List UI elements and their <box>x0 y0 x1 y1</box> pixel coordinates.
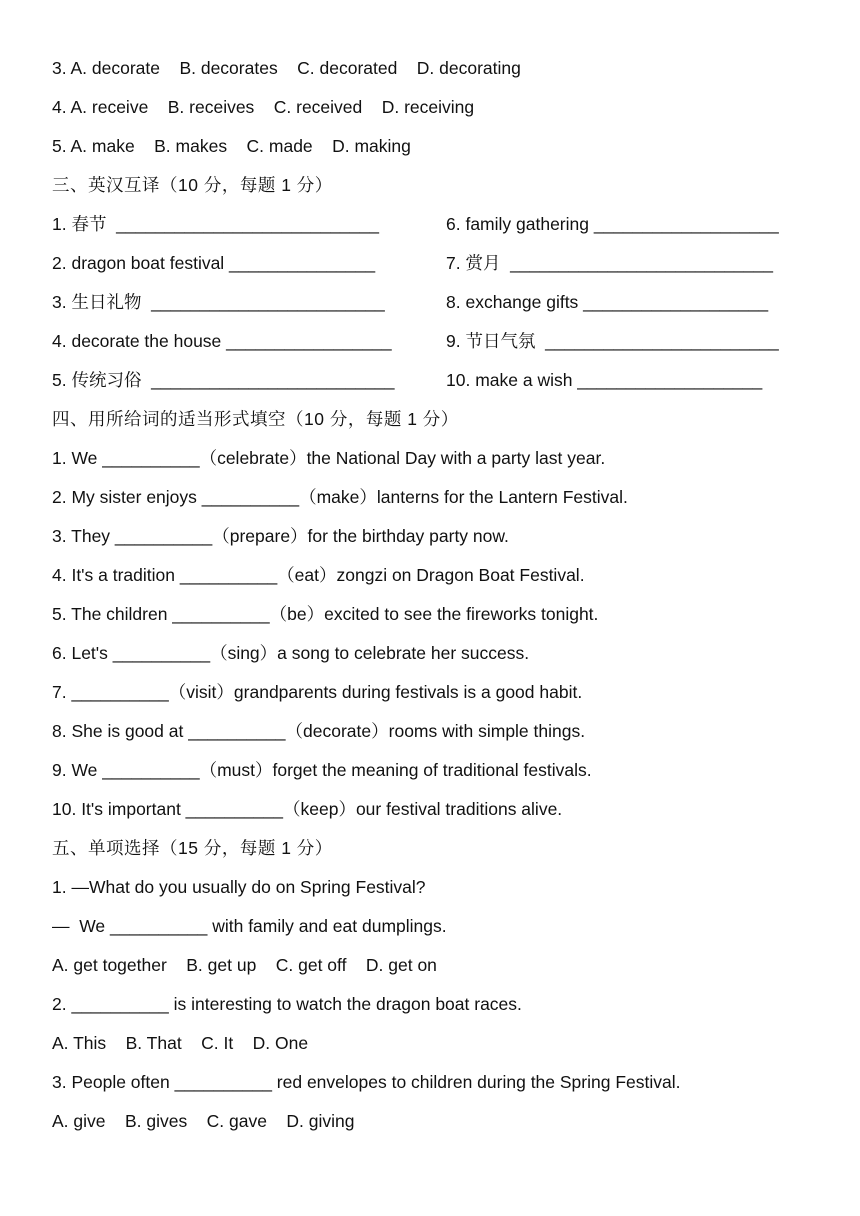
mc-q2-options: A. This B. That C. It D. One <box>52 1033 309 1053</box>
translation-item: 7. 赏月 ___________________________ <box>446 253 773 273</box>
q5-options: 5. A. make B. makes C. made D. making <box>52 136 411 156</box>
fill-blank-item: 10. It's important __________（keep）our festival traditions alive. <box>52 799 563 819</box>
fill-blank-item: 8. She is good at __________（decorate）rooms with simple things. <box>52 721 586 741</box>
q3-options: 3. A. decorate B. decorates C. decorated D. decorating <box>52 58 521 78</box>
translation-item: 10. make a wish ___________________ <box>446 370 763 390</box>
mc-q1-question: 1. —What do you usually do on Spring Festival? <box>52 877 426 897</box>
translation-item: 2. dragon boat festival _______________ <box>52 253 376 273</box>
fill-blank-item: 6. Let's __________（sing）a song to celebrate her success. <box>52 643 530 663</box>
section5-heading: 五、单项选择（15 分，每题 1 分） <box>52 838 333 858</box>
section3-heading: 三、英汉互译（10 分，每题 1 分） <box>52 175 333 195</box>
translation-item: 9. 节日气氛 ________________________ <box>446 331 779 351</box>
fill-blank-item: 1. We __________（celebrate）the National Day with a party last year. <box>52 448 606 468</box>
fill-blank-item: 7. __________（visit）grandparents during festivals is a good habit. <box>52 682 583 702</box>
translation-item: 6. family gathering ___________________ <box>446 214 779 234</box>
fill-blank-item: 5. The children __________（be）excited to see the fireworks tonight. <box>52 604 599 624</box>
fill-blank-item: 9. We __________（must）forget the meaning of traditional festivals. <box>52 760 592 780</box>
fill-blank-item: 2. My sister enjoys __________（make）lanterns for the Lantern Festival. <box>52 487 628 507</box>
translation-item: 1. 春节 ___________________________ <box>52 214 379 234</box>
section4-heading: 四、用所给词的适当形式填空（10 分，每题 1 分） <box>52 409 459 429</box>
mc-q1-answer: — We __________ with family and eat dumplings. <box>52 916 447 936</box>
fill-blank-item: 4. It's a tradition __________（eat）zongzi on Dragon Boat Festival. <box>52 565 585 585</box>
translation-item: 4. decorate the house _________________ <box>52 331 392 351</box>
mc-q3-options: A. give B. gives C. gave D. giving <box>52 1111 355 1131</box>
q4-options: 4. A. receive B. receives C. received D. receiving <box>52 97 475 117</box>
mc-q3-question: 3. People often __________ red envelopes to children during the Spring Festival. <box>52 1072 681 1092</box>
fill-blank-item: 3. They __________（prepare）for the birthday party now. <box>52 526 509 546</box>
mc-q2-question: 2. __________ is interesting to watch the dragon boat races. <box>52 994 522 1014</box>
translation-item: 8. exchange gifts ___________________ <box>446 292 769 312</box>
translation-item: 3. 生日礼物 ________________________ <box>52 292 385 312</box>
translation-item: 5. 传统习俗 _________________________ <box>52 370 395 390</box>
mc-q1-options: A. get together B. get up C. get off D. get on <box>52 955 437 975</box>
